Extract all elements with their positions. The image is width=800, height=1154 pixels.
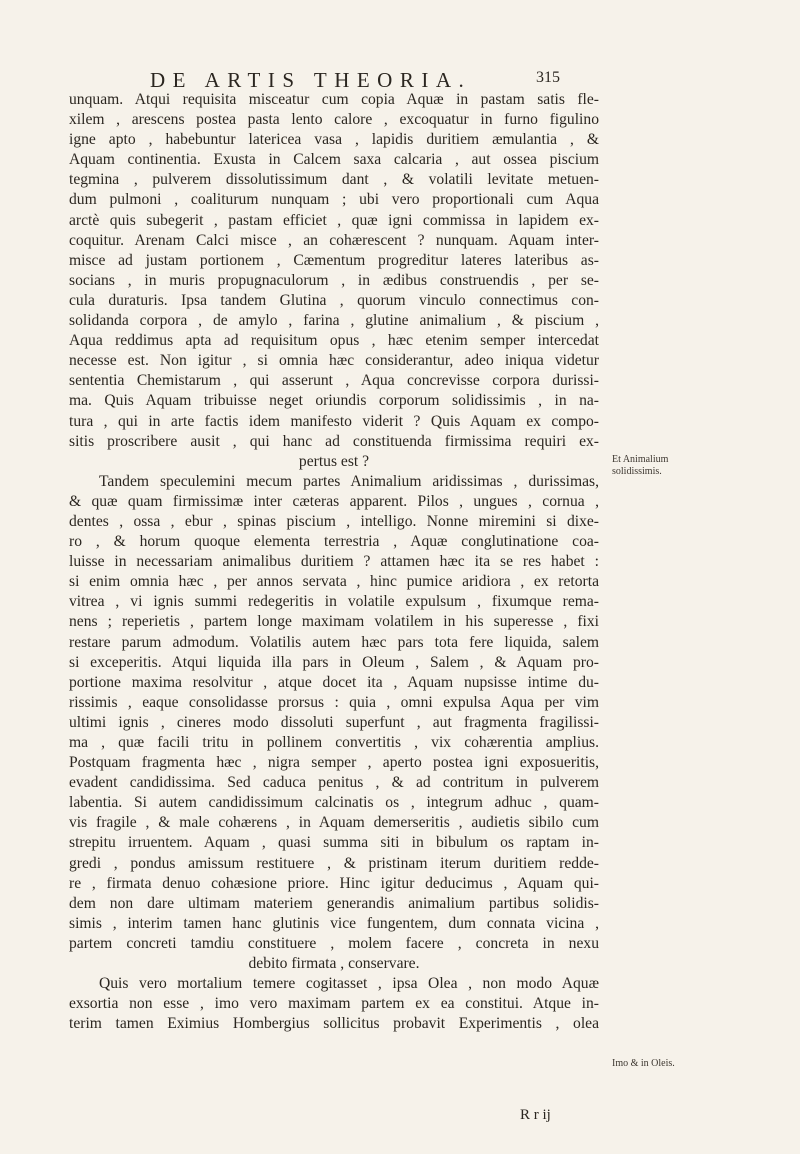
running-head (150, 68, 560, 92)
text-line: simis , interim tamen hanc glutinis vice fungentem, dum connata vicina , (69, 914, 599, 932)
text-line: misce ad justam portionem , Cæmentum progreditur lateres lateribus as- (69, 251, 599, 269)
text-line: vitrea , vi ignis summi redegeritis in volatile expulsum , fixumque rema- (69, 593, 599, 611)
text-line: si exceperitis. Atqui liquida illa pars in Oleum , Salem , & Aquam pro- (69, 653, 599, 671)
text-line: exsortia non esse , imo vero maximam partem ex ea constitui. Atque in- (69, 995, 599, 1013)
running-title: DE ARTIS THEORIA. (150, 68, 472, 92)
text-line: socians , in muris propugnaculorum , in ædibus construendis , per se- (69, 271, 599, 289)
text-line: portione maxima resolvitur , atque docet ita , Aquam nupsisse intime du- (69, 673, 599, 691)
text-line: solidanda corpora , de amylo , farina , glutine animalium , & piscium , (69, 312, 599, 330)
text-line: vis fragile , & male cohærens , in Aquam demerseritis , audietis sibilo cum (69, 814, 599, 832)
text-line: xilem , arescens postea pasta lento calore , excoquatur in furno figulino (69, 111, 599, 129)
text-line: unquam. Atqui requisita misceatur cum copia Aquæ in pastam satis fle- (69, 91, 599, 108)
text-line: luisse in necessariam animalibus duritiem ? attamen hæc ita se res habet : (69, 553, 599, 571)
text-line: dentes , ossa , ebur , spinas piscium , intelligo. Nonne miremini si dixe- (69, 512, 599, 530)
text-line: tura , qui in arte factis idem manifesto viderit ? Quis Aquam ex compo- (69, 412, 599, 430)
text-line: ultimi ignis , cineres modo dissoluti superfunt , aut fragmenta fragilissi- (69, 713, 599, 731)
text-line: dum pulmoni , coaliturum nunquam ; ubi vero proportionali cum Aqua (69, 191, 599, 209)
text-line: nens ; reperietis , partem longe maximam volatilem in his superesse , fixi (69, 613, 599, 631)
text-line: ro , & horum quoque elementa terrestria , Aquæ conglutinatione coa- (69, 533, 599, 551)
text-line: coquitur. Arenam Calci misce , an cohærescent ? nunquam. Aquam inter- (69, 231, 599, 249)
text-line: sitis proscribere ausit , qui hanc ad constituenda firmissima requiri ex- (69, 432, 599, 450)
text-line: Tandem speculemini mecum partes Animalium aridissimas , durissimas, (99, 472, 599, 490)
text-line: restare parum admodum. Volatilis autem hæc pars tota fere liquida, salem (69, 633, 599, 651)
text-line: igne apto , habebuntur latericea vasa , lapidis duritiem æmulantia , & (69, 131, 599, 149)
text-line: labentia. Si autem candidissimum calcinatis os , integrum adhuc , quam- (69, 794, 599, 812)
text-line: Quis vero mortalium temere cogitasset , ipsa Olea , non modo Aquæ (99, 975, 599, 993)
marginal-note: Et Animalium solidissimis. (612, 454, 669, 477)
text-line: sententia Chemistarum , qui asserunt , Aqua concrevisse corpora durissi- (69, 372, 599, 390)
text-line: rissimis , eaque consolidasse prorsus : quia , omni expulsa Aqua per vim (69, 693, 599, 711)
body-text (69, 90, 599, 1034)
text-line: Postquam fragmenta hæc , nigra semper , aperto postea igni exposueritis, (69, 754, 599, 772)
text-line: si enim omnia hæc , per annos servata , hinc pumice aridiora , ex retorta (69, 573, 599, 591)
text-line: terim tamen Eximius Hombergius sollicitus probavit Experimentis , olea (69, 1015, 599, 1033)
text-line: necesse est. Non igitur , si omnia hæc considerantur, adeo iniqua videtur (69, 352, 599, 370)
text-line: arctè quis subegerit , pastam efficiet , quæ igni commissa in lapidem ex- (69, 211, 599, 229)
text-line: pertus est ? (298, 452, 370, 470)
text-line: re , firmata denuo cohæsione priore. Hinc igitur deducimus , Aquam qui- (69, 874, 599, 892)
text-line: debito firmata , conservare. (248, 955, 420, 973)
text-line: & quæ quam firmissimæ inter cæteras apparent. Pilos , ungues , cornua , (69, 492, 599, 510)
text-line: partem concreti tamdiu constituere , molem facere , concreta in nexu (69, 934, 599, 952)
marginal-note: Imo & in Oleis. (612, 1058, 675, 1069)
text-line: dem non dare ultimam materiem generandis animalium partibus solidis- (69, 894, 599, 912)
text-line: ma. Quis Aquam tribuisse neget oriundis corporum solidissimis , in na- (69, 392, 599, 410)
text-line: tegmina , pulverem dissolutissimum dant , & volatili levitate metuen- (69, 171, 599, 189)
page-number: 315 (536, 69, 560, 86)
text-line: strepitu irruentem. Aquam , quasi summa siti in bibulum os raptam in- (69, 834, 599, 852)
text-line: evadent candidissima. Sed caduca penitus , & ad contritum in pulverem (69, 774, 599, 792)
text-line: ma , quæ facili tritu in pollinem convertitis , vix cohærentia amplius. (69, 734, 599, 751)
text-line: Aquam continentia. Exusta in Calcem saxa calcaria , aut ossea piscium (69, 151, 599, 169)
signature-mark: R r ij (520, 1107, 551, 1123)
text-line: cula duraturis. Ipsa tandem Glutina , quorum vinculo connectimus con- (69, 291, 599, 309)
text-line: Aqua reddimus apta ad requisitum opus , hæc etenim semper intercedat (69, 332, 599, 350)
text-line: gredi , pondus amissum restituere , & pristinam iterum duritiem redde- (69, 854, 599, 872)
